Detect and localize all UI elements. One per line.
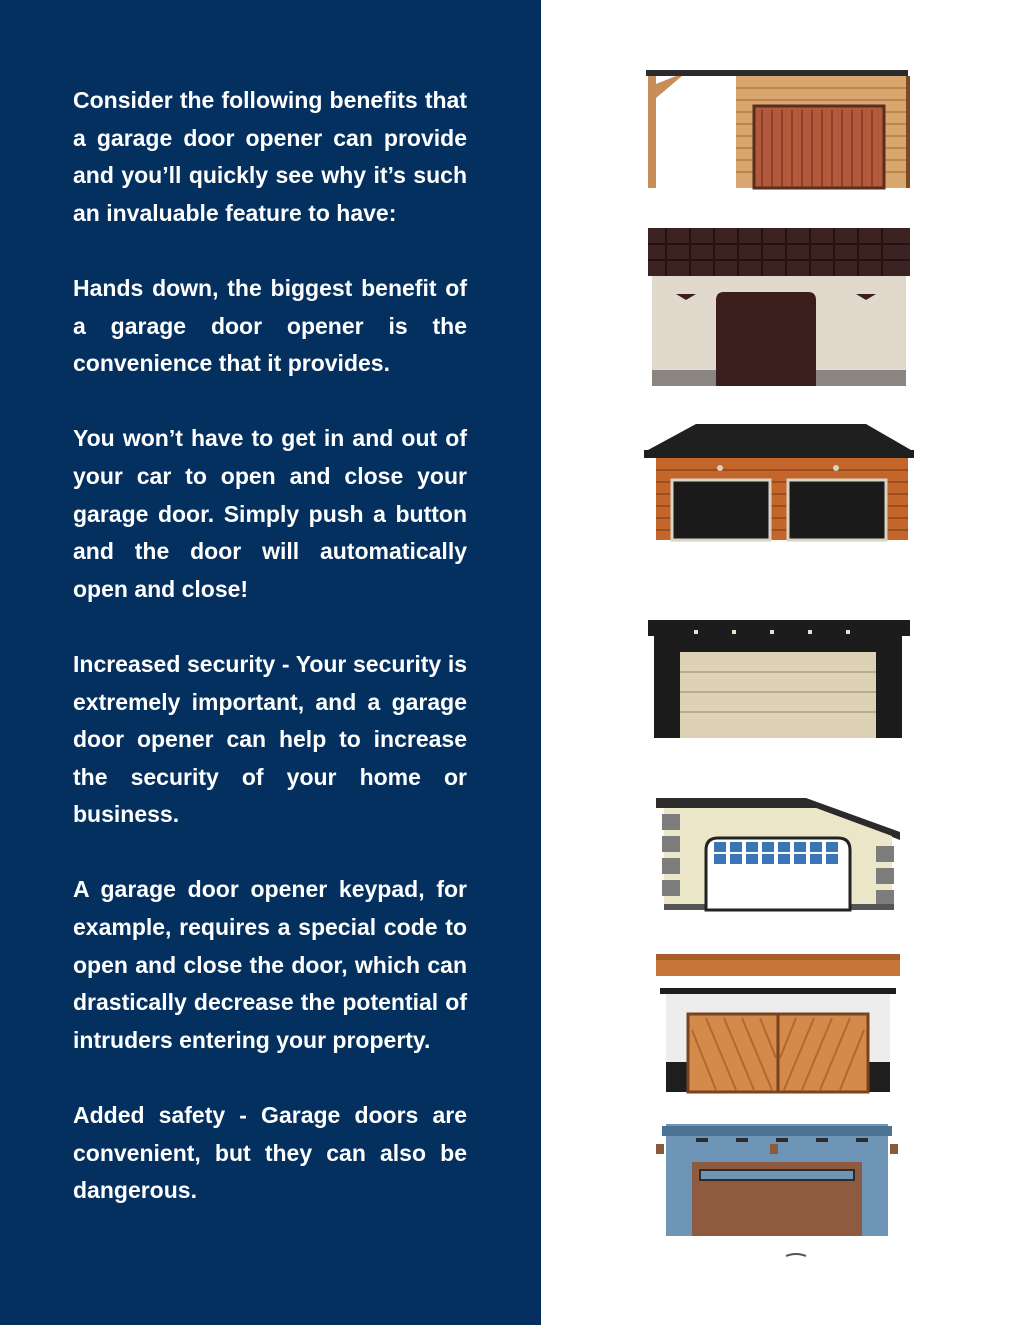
body-text xyxy=(73,82,467,1247)
stucco-tiled-roof-garage-illustration xyxy=(636,224,936,389)
paragraph-safety: Added safety - Garage doors are convenient, but they can also be dangerous. xyxy=(73,1102,467,1204)
paragraph-keypad: A garage door opener keypad, for example, requires a special code to open and close the door, which can drastically decrease the potential of intruders entering your property. xyxy=(73,876,467,1053)
wooden-carport-garage-illustration xyxy=(636,62,936,192)
paragraph-intro: Consider the following benefits that a garage door opener can provide and you’ll quickly see why it’s such an invaluable feature to have: xyxy=(73,87,467,226)
slanted-roof-windowed-door-garage-illustration xyxy=(636,792,936,917)
paragraph-push-button: You won’t have to get in and out of your car to open and close your garage door. Simply push a button and the door will automatically open and close! xyxy=(73,425,467,602)
paragraph-security: Increased security - Your security is extremely important, and a garage door opener can help to increase the security of your home or business. xyxy=(73,650,467,828)
illustration-panel xyxy=(541,0,1024,1325)
log-double-door-garage-illustration xyxy=(636,420,936,545)
blue-wall-brown-door-garage-illustration xyxy=(636,1120,936,1265)
black-frame-beige-door-garage-illustration xyxy=(636,616,936,746)
brown-awning-wood-door-garage-illustration xyxy=(636,950,936,1100)
paragraph-convenience: Hands down, the biggest benefit of a garage door opener is the convenience that it provides. xyxy=(73,274,467,377)
